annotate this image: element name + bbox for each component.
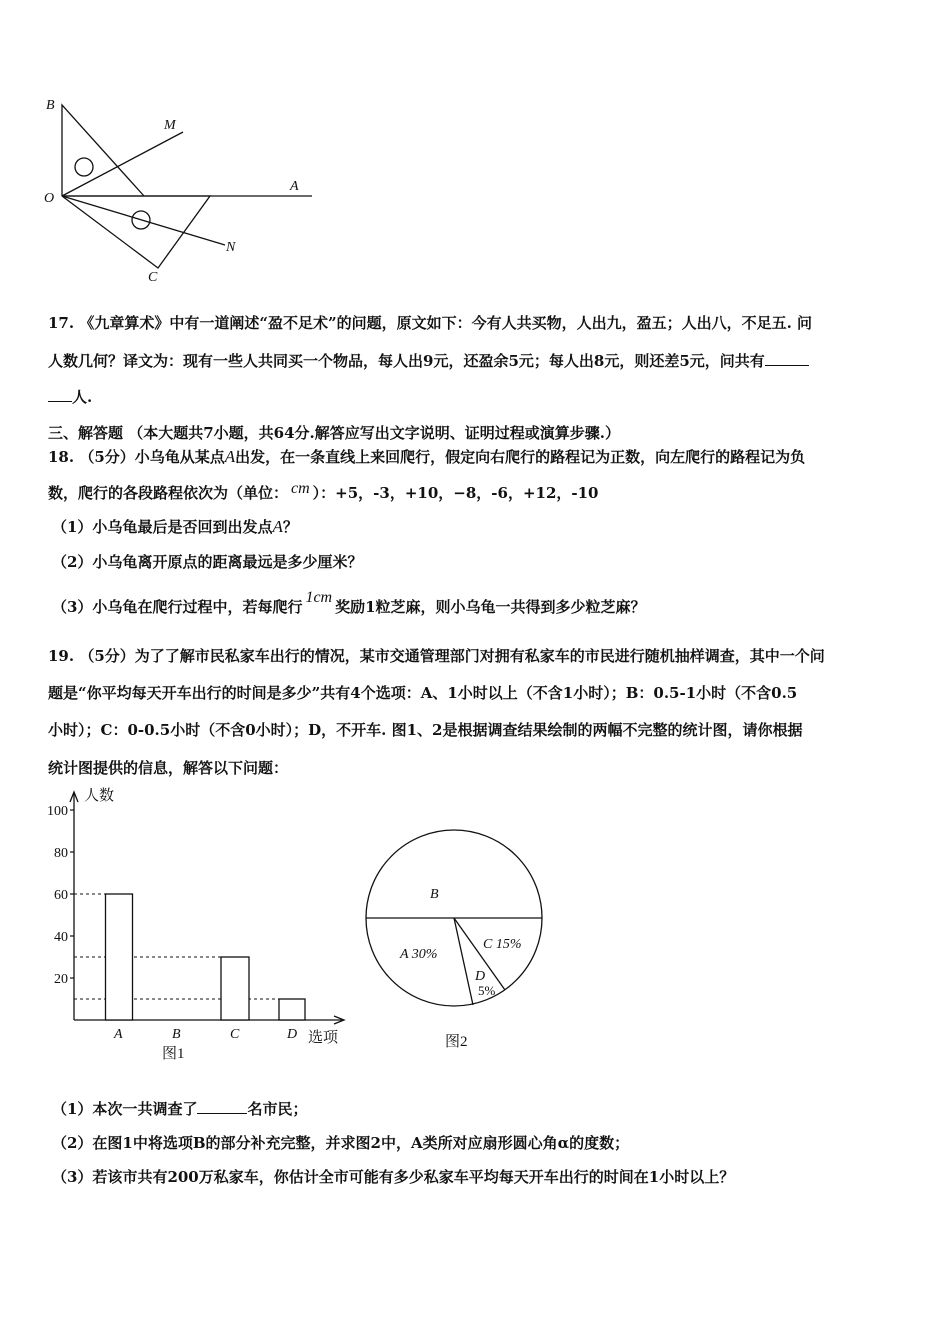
x-category-label-c: C — [230, 1027, 240, 1042]
ray-on — [62, 196, 225, 245]
q18-sub2: （2）小乌龟离开原点的距离最远是多少厘米？ — [52, 553, 363, 571]
q17-line3-text: 人. — [72, 388, 93, 406]
q18-unit: cm — [291, 480, 310, 497]
y-axis-title: 人数 — [84, 788, 115, 804]
label-a: A — [290, 179, 299, 194]
y-tick-label: 40 — [54, 930, 68, 945]
q18-sub3-b: 奖励1粒芝麻，则小乌龟一共得到多少粒芝麻？ — [335, 598, 646, 616]
q17-line1: 17. 《九章算术》中有一道阐述“盈不足术”的问题，原文如下：今有人共买物，人出九，盈五；人出八，不足五. 问 — [48, 314, 813, 332]
y-tick-label: 100 — [47, 804, 68, 819]
pie-label-a: A 30% — [400, 947, 438, 962]
q18-sub3-unit: 1cm — [305, 589, 333, 606]
q17-line3 — [48, 386, 92, 407]
bar-d — [279, 999, 305, 1020]
q19-line3: 小时）；C：0-0.5小时（不含0小时）；D，不开车. 图1、2是根据调查结果绘制的两幅不完整的统计图，请你根据 — [48, 721, 803, 739]
q18-line2-a: 数，爬行的各段路程依次为（单位： — [48, 484, 289, 502]
chart-caption-1: 图1 — [162, 1046, 185, 1062]
ray-om — [62, 132, 183, 196]
q18-sub3-a: （3）小乌龟在爬行过程中，若每爬行 — [52, 598, 303, 616]
q18-sub3 — [52, 589, 646, 617]
pie-label-d-pct: 5% — [478, 983, 496, 998]
label-b: B — [46, 98, 55, 113]
q19-line4: 统计图提供的信息，解答以下问题： — [48, 759, 289, 777]
q18-line2-b: ）：+5，-3，+10，−8，-6，+12，-10 — [312, 484, 599, 502]
q18-sub1-b: ？ — [282, 518, 298, 536]
y-tick-label: 60 — [54, 888, 68, 903]
pie-label-c: C 15% — [483, 937, 522, 952]
q18-sub1-a: （1）小乌龟最后是否回到出发点 — [52, 518, 273, 536]
x-category-label-a: A — [114, 1027, 123, 1042]
q18-sub1-point: A — [272, 517, 283, 536]
x-category-label-d: D — [287, 1027, 298, 1042]
q18-line1-a: 18. （5分）小乌龟从某点 — [48, 448, 225, 466]
q18-sub1 — [52, 516, 298, 537]
bar-a — [106, 894, 133, 1020]
geometry-figure — [40, 95, 330, 290]
triangle-ruler-lower — [62, 196, 210, 268]
answer-blank-q17-a — [765, 351, 809, 366]
x-axis-title: 选项 — [308, 1030, 339, 1046]
q17-line2 — [48, 350, 809, 371]
pie-label-b: B — [430, 887, 439, 902]
label-o: O — [44, 191, 55, 206]
q19-sub1-a: （1）本次一共调查了 — [52, 1100, 198, 1118]
q18-line1-b: 出发，在一条直线上来回爬行，假定向右爬行的路程记为正数，向左爬行的路程记为负 — [235, 448, 806, 466]
answer-blank-q19 — [197, 1099, 247, 1114]
section3-heading: 三、解答题 （本大题共7小题，共64分.解答应写出文字说明、证明过程或演算步骤.） — [48, 424, 620, 442]
q17-line2-text: 人数几何？译文为：现有一些人共同买一个物品，每人出9元，还盈余5元；每人出8元，则还差5元，问共有 — [48, 352, 765, 370]
q18-point-a: A — [224, 447, 236, 466]
q19-sub2: （2）在图1中将选项B的部分补充完整，并求图2中，A类所对应扇形圆心角α的度数； — [52, 1134, 630, 1152]
q19-sub1-b: 名市民； — [247, 1100, 308, 1118]
bar-chart-figure-1 — [30, 782, 360, 1067]
q19-line2: 题是“你平均每天开车出行的时间是多少”共有4个选项：A、1小时以上（不含1小时）；B：0.5-1小时（不含0.5 — [48, 684, 798, 702]
x-category-label-b: B — [172, 1027, 181, 1042]
q19-sub1 — [52, 1098, 307, 1119]
triangle-ruler-upper — [62, 105, 144, 196]
ruler-hole-upper — [75, 158, 93, 176]
bar-c — [221, 957, 249, 1020]
pie-label-d: D — [475, 969, 486, 984]
y-tick-label: 80 — [54, 846, 68, 861]
label-m: M — [164, 118, 176, 133]
y-tick-label: 20 — [54, 972, 68, 987]
label-c: C — [148, 270, 158, 285]
chart-caption-2: 图2 — [445, 1034, 468, 1050]
q19-line1: 19. （5分）为了了解市民私家车出行的情况，某市交通管理部门对拥有私家车的市民进行随机抽样调查，其中一个问 — [48, 647, 825, 665]
q18-line2 — [48, 482, 599, 503]
answer-blank-q17-b — [48, 387, 72, 402]
label-n: N — [226, 240, 236, 255]
q19-sub3: （3）若该市共有200万私家车，你估计全市可能有多少私家车平均每天开车出行的时间在1小时以上？ — [52, 1168, 735, 1186]
pie-chart-figure-2 — [355, 820, 555, 1060]
q18-line1 — [48, 446, 805, 467]
